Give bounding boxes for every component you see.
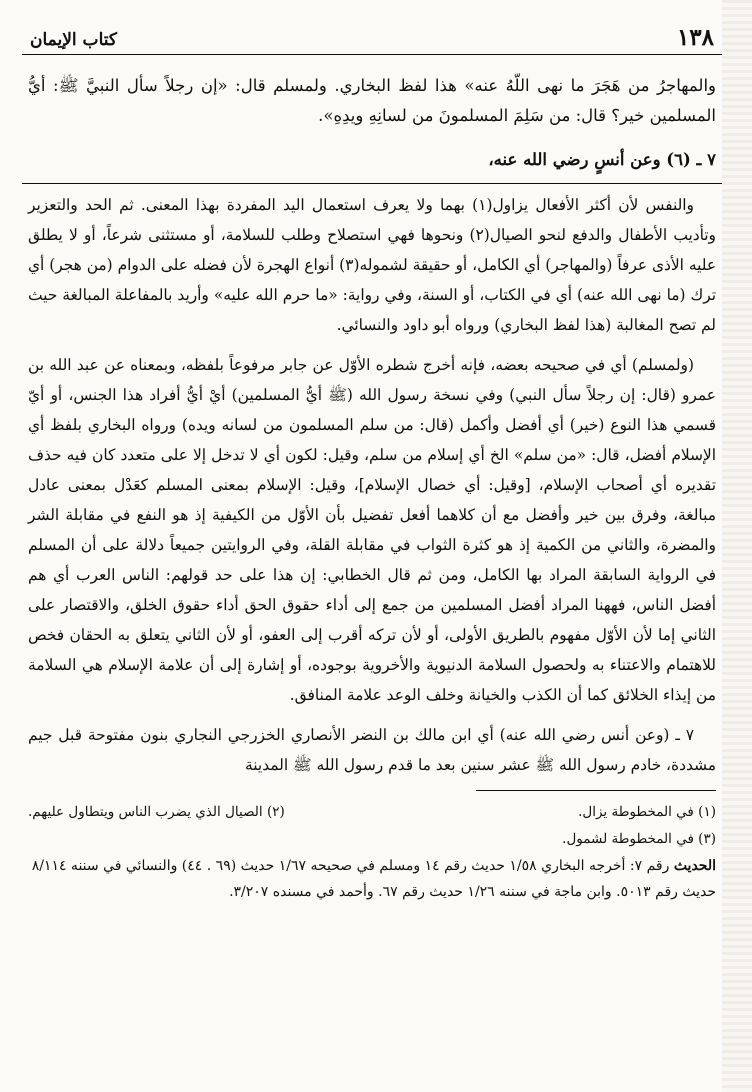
hadith-text [22, 55, 722, 175]
page-number: ١٣٨ [676, 24, 714, 51]
hadith-reference-label: الحديث [673, 858, 716, 874]
page-header [22, 16, 722, 55]
footnotes [22, 799, 722, 905]
hadith-line: والمهاجرُ من هَجَرَ ما نهى اللّهُ عنه» هذا لفظ البخاري. ولمسلم قال: «إن رجلاً سأل النبيَّ ﷺ: أيُّ المسلمين خير؟ قال: من سَلِمَ المسلمونَ من لسانِهِ ويدِهِ». [28, 76, 716, 125]
book-title: كتاب الإيمان [30, 30, 117, 50]
footnote-1: (١) في المخطوطة يزال. [578, 804, 716, 820]
hadith-item-7: ٧ ـ (٦) وعن أنسٍ رضي الله عنه، [488, 150, 716, 169]
footnote-3: (٣) في المخطوطة لشمول. [562, 831, 716, 847]
commentary-paragraph: ٧ ـ (وعن أنس رضي الله عنه) أي ابن مالك بن النضر الأنصاري الخزرجي النجاري بنون مفتوحة قبل جيم مشددة، خادم رسول الله ﷺ عشر سنين بعد ما قدم رسول الله ﷺ المدينة [28, 726, 716, 774]
footnote-row [28, 799, 716, 826]
hadith-reference-text: رقم ٧: أخرجه البخاري ١/٥٨ حديث رقم ١٤ ومسلم في صحيحه ١/٦٧ حديث (٦٩ . ٤٤) والنسائي في سننه ٨/١١٤ حديث رقم ٥٠١٣. وابن ماجة في سننه ١/٢٦ حديث رقم ٦٧. وأحمد في مسنده ٣/٢٠٧. [31, 858, 716, 900]
book-page [22, 16, 722, 1084]
book-binding-edge [722, 0, 752, 1092]
hadith-reference [28, 853, 716, 905]
commentary-paragraph: (ولمسلم) أي في صحيحه بعضه، فإنه أخرج شطره الأوّل عن جابر مرفوعاً بلفظه، وبمعناه عن عبد الله بن عمرو (قال: إن رجلاً سأل النبي) وفي نسخة رسول الله (ﷺ أيُّ المسلمين) أيْ أيُّ أفراد هذا الجنس، أو أيّ قسمي هذا النوع (خير) أي أفضل وأكمل (قال: من سلم المسلمون من لسانه ويده) ورواه البخاري بلفظ أي الإسلام أفضل، قال: «من سلم» الخ أي إسلام من سلم، وقيل: لكون أي لا تدخل إلا على متعدد كان فيه حذف تقديره أي أصحاب الإسلام، [وقيل: أي خصال الإسلام]، وقيل: الإسلام بمعنى المسلم كعَدْل بمعنى عادل مبالغة، وفرق بين خير وأفضل مع أن كلاهما أفعل تفضيل بأن الأوّل من الكيفية إذ هو النفع في مقابلة الشر والمضرة، والثاني من الكمية إذ هو كثرة الثواب في مقابلة القلة، وفي الروايتين جميعاً دلالة على أن المسلم في الرواية السابقة المراد بها الكامل، ومن ثم قال الخطابي: إن هذا على حد قولهم: الناس العرب أي هم أفضل الناس، فههنا المراد أفضل المسلمين من جمع إلى أداء حقوق الحق أداء حقوق الخلق، والاقتصار على الثاني إما لأن الأوّل مفهوم بالطريق الأولى، أو لأن تركه أقرب إلى العفو، أو لأن الثاني يتعلق به الحقان فخص للاهتمام والاعتناء به ولحصول السلامة الدنيوية والأخروية بوجوده، أو إشارة إلى أن علامة الإسلام هي السلامة من إيذاء الخلائق كما أن الكذب والخيانة وخلف الوعد علامة المنافق. [28, 356, 716, 704]
commentary-paragraph: والنفس لأن أكثر الأفعال يزاول(١) بهما ولا يعرف استعمال اليد المفردة بهذا المعنى. ثم الحد والتعزير وتأديب الأطفال والدفع لنحو الصيال(٢) ونحوها فهي استصلاح وطلب للسلامة، أو مستثنى شرعاً، أو لا يطلق عليه الأذى عرفاً (والمهاجر) أي الكامل، أو حقيقة لشموله(٣) أنواع الهجرة لأن فضله على الدوام (من هجر) أي ترك (ما نهى الله عنه) أي في الكتاب، أو السنة، وفي رواية: «ما حرم الله عليه» وأريد بالمفاعلة المبالغة حيث لم تصح المغالبة (هذا لفظ البخاري) ورواه أبو داود والنسائي. [28, 196, 717, 334]
matn-separator [22, 183, 722, 184]
footnote-separator [476, 790, 716, 791]
commentary [22, 190, 722, 780]
footnote-2: (٢) الصيال الذي يضرب الناس ويتطاول عليهم. [28, 804, 285, 820]
